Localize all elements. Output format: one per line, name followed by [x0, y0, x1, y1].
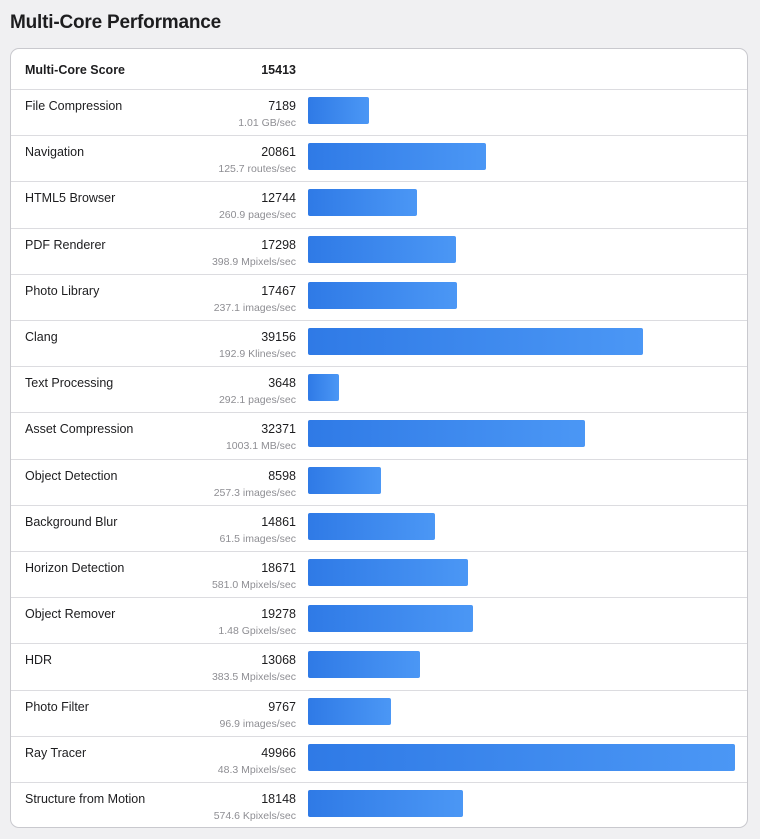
workload-score: 18671 [261, 561, 296, 575]
workload-score-bar [308, 467, 381, 494]
workload-name: Structure from Motion [25, 792, 146, 806]
workload-row [11, 182, 747, 228]
workload-score: 7189 [268, 99, 296, 113]
workload-rate: 1003.1 MB/sec [225, 440, 296, 453]
workload-rate: 383.5 Mpixels/sec [211, 671, 296, 684]
workload-rate: 48.3 Mpixels/sec [217, 763, 296, 776]
workload-score: 8598 [268, 468, 296, 483]
workload-score-bar [308, 559, 468, 586]
workload-row [11, 737, 747, 783]
workload-score: 20861 [261, 145, 296, 160]
workload-score: 49966 [261, 745, 296, 760]
workload-rate: 260.9 pages/sec [218, 209, 296, 222]
workload-row [11, 644, 747, 690]
workload-score: 12744 [261, 191, 296, 206]
workload-row [11, 506, 747, 552]
workload-row [11, 229, 747, 275]
workload-name: Ray Tracer [25, 745, 87, 760]
workload-score-bar [308, 143, 486, 170]
workload-row [11, 552, 747, 598]
workload-rate: 398.9 Mpixels/sec [211, 255, 296, 268]
workload-rate: 61.5 images/sec [219, 532, 296, 545]
workload-row [11, 367, 747, 413]
workload-score-bar [308, 790, 463, 817]
workload-score: 39156 [261, 330, 296, 344]
workload-score: 9767 [268, 699, 296, 714]
workload-score-bar [308, 651, 420, 678]
workload-score-bar [308, 513, 435, 540]
workload-rate: 237.1 images/sec [213, 301, 296, 314]
workload-rate: 292.1 pages/sec [218, 394, 296, 407]
workload-name: Object Detection [25, 468, 118, 483]
results-table [10, 48, 748, 828]
workload-name: Clang [25, 330, 58, 344]
workload-score: 17298 [261, 237, 296, 252]
workload-row [11, 783, 747, 828]
workload-name: PDF Renderer [25, 237, 106, 252]
workload-name: Background Blur [25, 514, 118, 529]
workload-name: HTML5 Browser [25, 191, 116, 206]
workload-name: Asset Compression [25, 422, 134, 437]
workload-score: 13068 [261, 653, 296, 668]
workload-row [11, 321, 747, 367]
workload-name: Text Processing [25, 376, 114, 391]
workload-score-bar [308, 420, 585, 447]
workload-name: Navigation [25, 145, 85, 160]
workload-rate: 192.9 Klines/sec [218, 348, 296, 360]
workload-score: 19278 [261, 607, 296, 622]
workload-score: 14861 [261, 514, 296, 529]
workload-row [11, 136, 747, 182]
workload-score-bar [308, 282, 457, 309]
workload-score: 3648 [268, 376, 296, 391]
workload-row [11, 460, 747, 506]
workload-score-bar [308, 698, 391, 725]
workload-name: Photo Library [25, 283, 100, 298]
workload-name: HDR [25, 653, 53, 668]
workload-rate: 1.01 GB/sec [238, 117, 296, 129]
workload-score: 18148 [261, 792, 296, 806]
workload-score-bar [308, 744, 735, 771]
summary-row [11, 49, 747, 90]
page-title: Multi-Core Performance [10, 12, 221, 33]
workload-rate: 257.3 images/sec [213, 486, 296, 499]
workload-name: File Compression [25, 99, 123, 113]
workload-rate: 574.6 Kpixels/sec [213, 810, 296, 822]
workload-score: 17467 [261, 283, 296, 298]
workload-score-bar [308, 236, 456, 263]
workload-name: Horizon Detection [25, 561, 125, 575]
workload-row [11, 413, 747, 459]
summary-score: 15413 [261, 63, 296, 77]
workload-row [11, 598, 747, 644]
workload-rate: 581.0 Mpixels/sec [211, 579, 296, 591]
workload-row [11, 275, 747, 321]
workload-rate: 1.48 Gpixels/sec [218, 625, 296, 638]
workload-row [11, 90, 747, 136]
summary-label: Multi-Core Score [25, 63, 126, 77]
workload-score-bar [308, 374, 339, 401]
workload-row [11, 691, 747, 737]
workload-score-bar [308, 605, 473, 632]
workload-score-bar [308, 97, 369, 124]
workload-name: Object Remover [25, 607, 116, 622]
workload-score-bar [308, 189, 417, 216]
workload-score: 32371 [261, 422, 296, 437]
workload-rate: 96.9 images/sec [219, 717, 296, 730]
workload-score-bar [308, 328, 643, 355]
workload-name: Photo Filter [25, 699, 89, 714]
workload-rate: 125.7 routes/sec [218, 163, 296, 176]
